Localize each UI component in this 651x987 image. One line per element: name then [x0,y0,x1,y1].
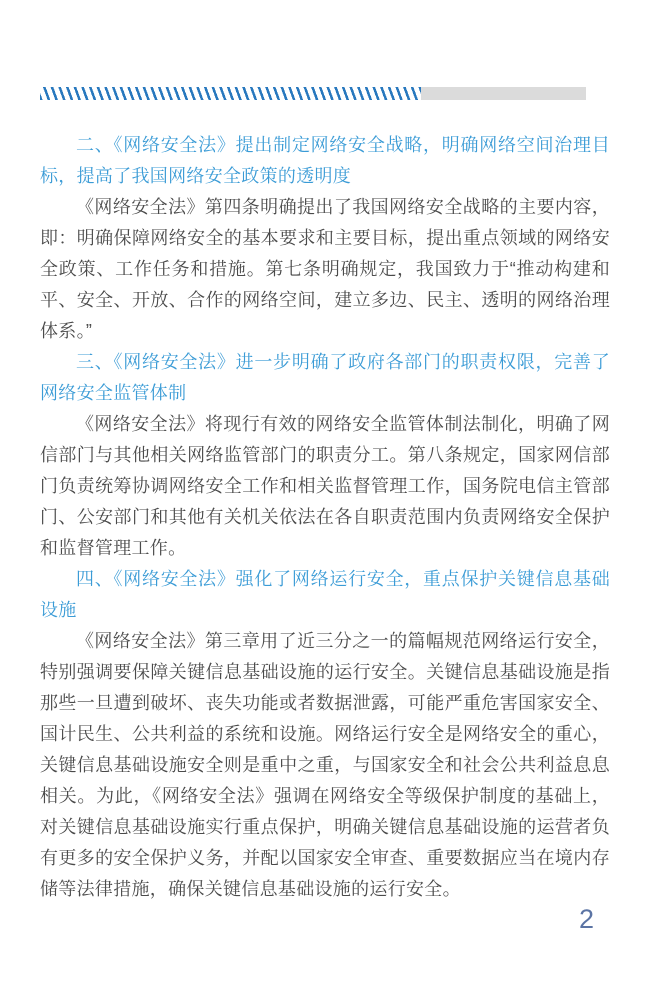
page-number: 2 [578,904,594,934]
gray-bar [421,87,586,100]
section-heading-four: 四、《网络安全法》强化了网络运行安全，重点保护关键信息基础设施 [40,569,610,620]
paragraph-strategy: 《网络安全法》第四条明确提出了我国网络安全战略的主要内容，即：明确保障网络安全的基本要求和主要目标，提出重点领域的网络安全政策、工作任务和措施。第七条明确规定，我国致力于“推动构建和平、安全、开放、合作的网络空间，建立多边、民主、透明的网络治理体系。” [40,197,610,341]
header-decoration [40,87,586,100]
stripe-pattern [40,87,421,100]
section-heading-two: 二、《网络安全法》提出制定网络安全战略，明确网络空间治理目标，提高了我国网络安全政策的透明度 [40,135,610,186]
paragraph-infrastructure: 《网络安全法》第三章用了近三分之一的篇幅规范网络运行安全，特别强调要保障关键信息基础设施的运行安全。关键信息基础设施是指那些一旦遭到破坏、丧失功能或者数据泄露，可能严重危害国家安全、国计民生、公共利益的系统和设施。网络运行安全是网络安全的重心，关键信息基础设施安全则是重中之重，与国家安全和社会公共利益息息相关。为此，《网络安全法》强调在网络安全等级保护制度的基础上，对关键信息基础设施实行重点保护，明确关键信息基础设施的运营者负有更多的安全保护义务，并配以国家安全审查、重要数据应当在境内存储等法律措施，确保关键信息基础设施的运行安全。 [40,631,610,899]
section-heading-three: 三、《网络安全法》进一步明确了政府各部门的职责权限，完善了网络安全监管体制 [40,352,610,403]
paragraph-supervision: 《网络安全法》将现行有效的网络安全监管体制法制化，明确了网信部门与其他相关网络监管部门的职责分工。第八条规定，国家网信部门负责统筹协调网络安全工作和相关监督管理工作，国务院电信主管部门、公安部门和其他有关机关依法在各自职责范围内负责网络安全保护和监督管理工作。 [40,414,610,558]
page-content [40,130,610,905]
